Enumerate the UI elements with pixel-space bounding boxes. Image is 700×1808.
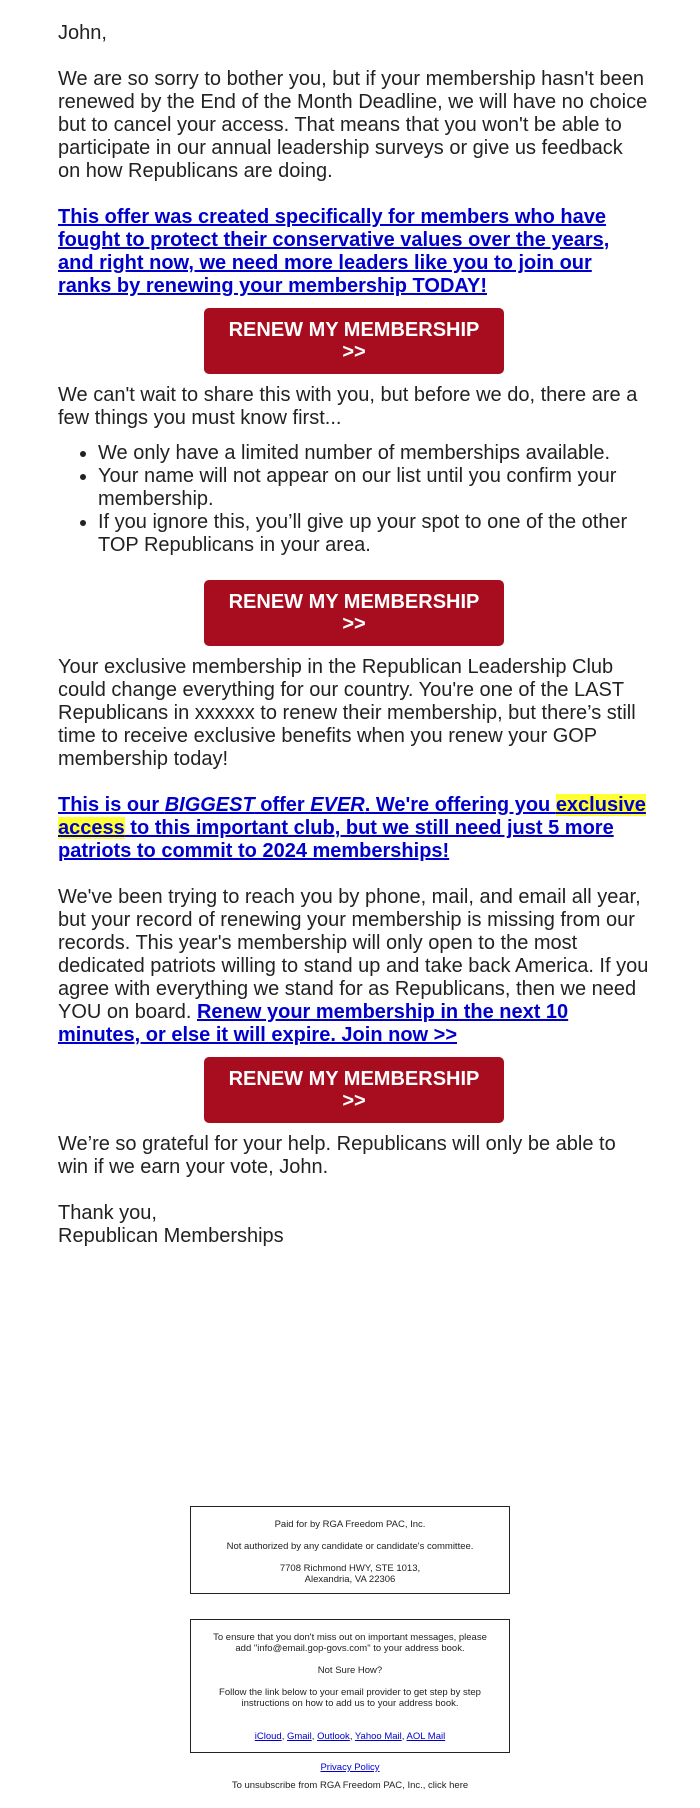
address-book-text: To ensure that you don't miss out on important messages, please add "info@email.gop-govs.com" to your address book. <box>213 1632 487 1654</box>
exclusive-paragraph: Your exclusive membership in the Republican Leadership Club could change everything for our country. You're one of the LAST Republicans in xxxxxx to renew their membership, but there’s still time to receive exclusive benefits when you renew your GOP membership today! <box>58 656 636 770</box>
offer-text-3: . We're offering you <box>364 794 556 816</box>
list-item: • If you ignore this, you’ll give up your spot to one of the other TOP Republicans in your area. <box>98 511 650 557</box>
icloud-link[interactable]: iCloud <box>254 1731 282 1742</box>
gmail-link[interactable]: Gmail <box>286 1731 312 1742</box>
signoff-thanks: Thank you, <box>58 1202 157 1224</box>
share-paragraph: We can't wait to share this with you, but before we do, there are a few things you must know first... <box>58 384 638 429</box>
disclaimer-box <box>190 1506 510 1594</box>
list-item: • Your name will not appear on our list until you confirm your membership. <box>98 465 650 511</box>
aol-mail-link[interactable]: AOL Mail <box>406 1731 446 1742</box>
signoff-name: Republican Memberships <box>58 1225 284 1247</box>
address-line-2: Alexandria, VA 22306 <box>304 1574 396 1585</box>
offer-text-4: to this important club, but we still need just 5 more patriots to commit to 2024 memberships! <box>58 817 614 862</box>
not-sure-text: Not Sure How? <box>317 1665 383 1676</box>
paid-for-text: Paid for by RGA Freedom PAC, Inc. <box>274 1519 426 1530</box>
offer-ever: EVER <box>310 794 365 816</box>
grateful-paragraph: We’re so grateful for your help. Republicans will only be able to win if we earn your vote, John. <box>58 1133 616 1178</box>
renew-membership-button-3[interactable]: RENEW MY MEMBERSHIP >> <box>204 1057 504 1123</box>
not-authorized-text: Not authorized by any candidate or candidate's committee. <box>226 1541 474 1552</box>
outreach-paragraph <box>58 886 650 1047</box>
yahoo-mail-link[interactable]: Yahoo Mail <box>354 1731 402 1742</box>
unsubscribe-text[interactable]: To unsubscribe from RGA Freedom PAC, Inc., click here <box>231 1780 469 1791</box>
offer-link[interactable]: This offer was created specifically for members who have fought to protect their conservative values over the years, and right now, we need more leaders like you to join our ranks by renewing your membership TODAY! <box>58 206 610 297</box>
provider-links: iCloud, Gmail, Outlook, Yahoo Mail, AOL Mail <box>254 1731 446 1742</box>
offer-highlight: exclusive access <box>58 794 646 839</box>
privacy-row <box>0 1762 700 1773</box>
offer-biggest: BIGGEST <box>164 794 255 816</box>
intro-paragraph: We are so sorry to bother you, but if your membership hasn't been renewed by the End of the Month Deadline, we will have no choice but to cancel your access. That means that you won't be able to participate in our annual leadership surveys or give us feedback on how Republicans are doing. <box>58 68 648 182</box>
biggest-offer-link[interactable] <box>58 794 646 862</box>
email-body <box>58 22 650 1248</box>
greeting: John, <box>58 22 107 44</box>
address-book-box <box>190 1619 510 1753</box>
offer-text-2: offer <box>254 794 311 816</box>
renew-membership-button-1[interactable]: RENEW MY MEMBERSHIP >> <box>204 308 504 374</box>
address-line-1: 7708 Richmond HWY, STE 1013, <box>279 1563 421 1574</box>
requirements-list <box>58 442 650 557</box>
follow-text: Follow the link below to your email provider to get step by step instructions on how to add us to your address book. <box>219 1687 481 1709</box>
outreach-text: We've been trying to reach you by phone, mail, and email all year, but your record of renewing your membership is missing from our records. This year's membership will only open to the most dedicated patriots willing to stand up and take back America. If you agree with everything we stand for as Republicans, then we need YOU on board. <box>58 886 649 1023</box>
outlook-link[interactable]: Outlook <box>317 1731 350 1742</box>
join-now-link[interactable]: Renew your membership in the next 10 minutes, or else it will expire. Join now >> <box>58 1001 569 1046</box>
renew-membership-button-2[interactable]: RENEW MY MEMBERSHIP >> <box>204 580 504 646</box>
list-item: • We only have a limited number of memberships available. <box>98 442 650 465</box>
privacy-policy-link[interactable]: Privacy Policy <box>320 1762 380 1773</box>
offer-text-1: This is our <box>58 794 165 816</box>
